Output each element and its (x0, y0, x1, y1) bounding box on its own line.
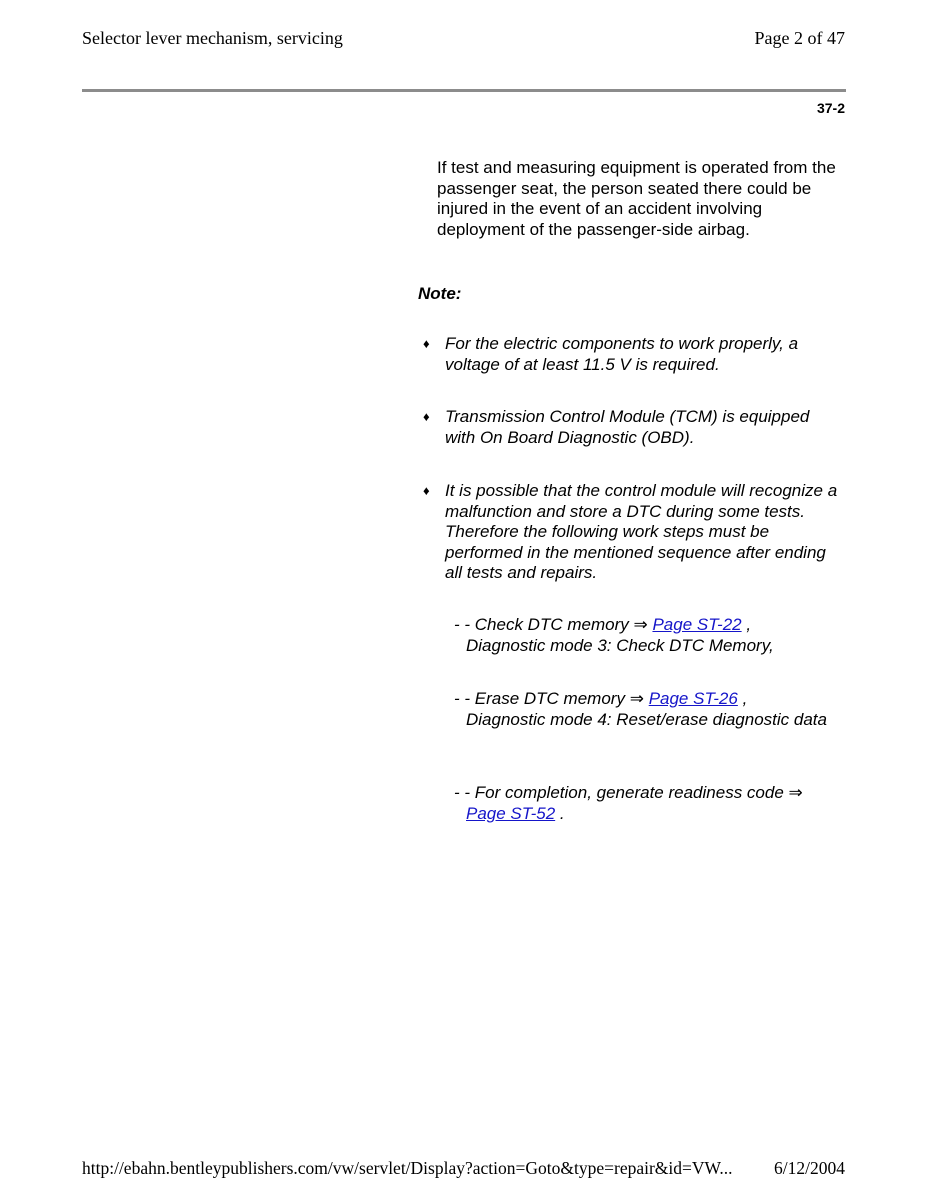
arrow-right-icon: ⇒ (633, 615, 648, 634)
step-item (454, 615, 839, 656)
step-item (454, 689, 839, 730)
footer-url: http://ebahn.bentleypublishers.com/vw/servlet/Display?action=Goto&type=repair&id=VW... (82, 1158, 733, 1178)
page-link[interactable]: Page ST-22 (652, 615, 742, 634)
section-number: 37-2 (816, 100, 845, 116)
step-text: - - Check DTC memory (454, 615, 629, 634)
diamond-bullet-icon: ♦ (423, 483, 430, 498)
page-header-title: Selector lever mechanism, servicing (82, 28, 343, 48)
arrow-right-icon: ⇒ (788, 783, 803, 802)
page-number: Page 2 of 47 (754, 28, 845, 48)
step-text: - - Erase DTC memory (454, 689, 625, 708)
step-item (454, 783, 839, 824)
page-link[interactable]: Page ST-52 (466, 803, 556, 823)
header-divider (82, 89, 846, 92)
bullet-item: Transmission Control Module (TCM) is equipped with On Board Diagnostic (OBD). (445, 407, 810, 447)
page-link[interactable]: Page ST-26 (648, 689, 738, 708)
step-punct: , (742, 689, 748, 708)
footer-date: 6/12/2004 (774, 1158, 845, 1178)
arrow-right-icon: ⇒ (629, 689, 644, 708)
step-punct: , (746, 615, 752, 634)
diamond-bullet-icon: ♦ (423, 409, 430, 424)
bullet-item: It is possible that the control module will recognize a malfunction and store a DTC during some tests. Therefore the following work steps must be performed in the mentioned sequence after ending all tests and repairs. (445, 481, 838, 582)
step-punct: . (559, 803, 565, 823)
diamond-bullet-icon: ♦ (423, 336, 430, 351)
note-label: Note: (418, 284, 462, 303)
step-continuation: Diagnostic mode 4: Reset/erase diagnostic data (466, 709, 827, 729)
step-continuation: Diagnostic mode 3: Check DTC Memory, (466, 635, 774, 655)
warning-text: If test and measuring equipment is operated from the passenger seat, the person seated there could be injured in the event of an accident involving deployment of the passenger-side airbag. (437, 158, 836, 239)
bullet-item: For the electric components to work properly, a voltage of at least 11.5 V is required. (445, 334, 799, 374)
step-text: - - For completion, generate readiness code (454, 783, 784, 802)
